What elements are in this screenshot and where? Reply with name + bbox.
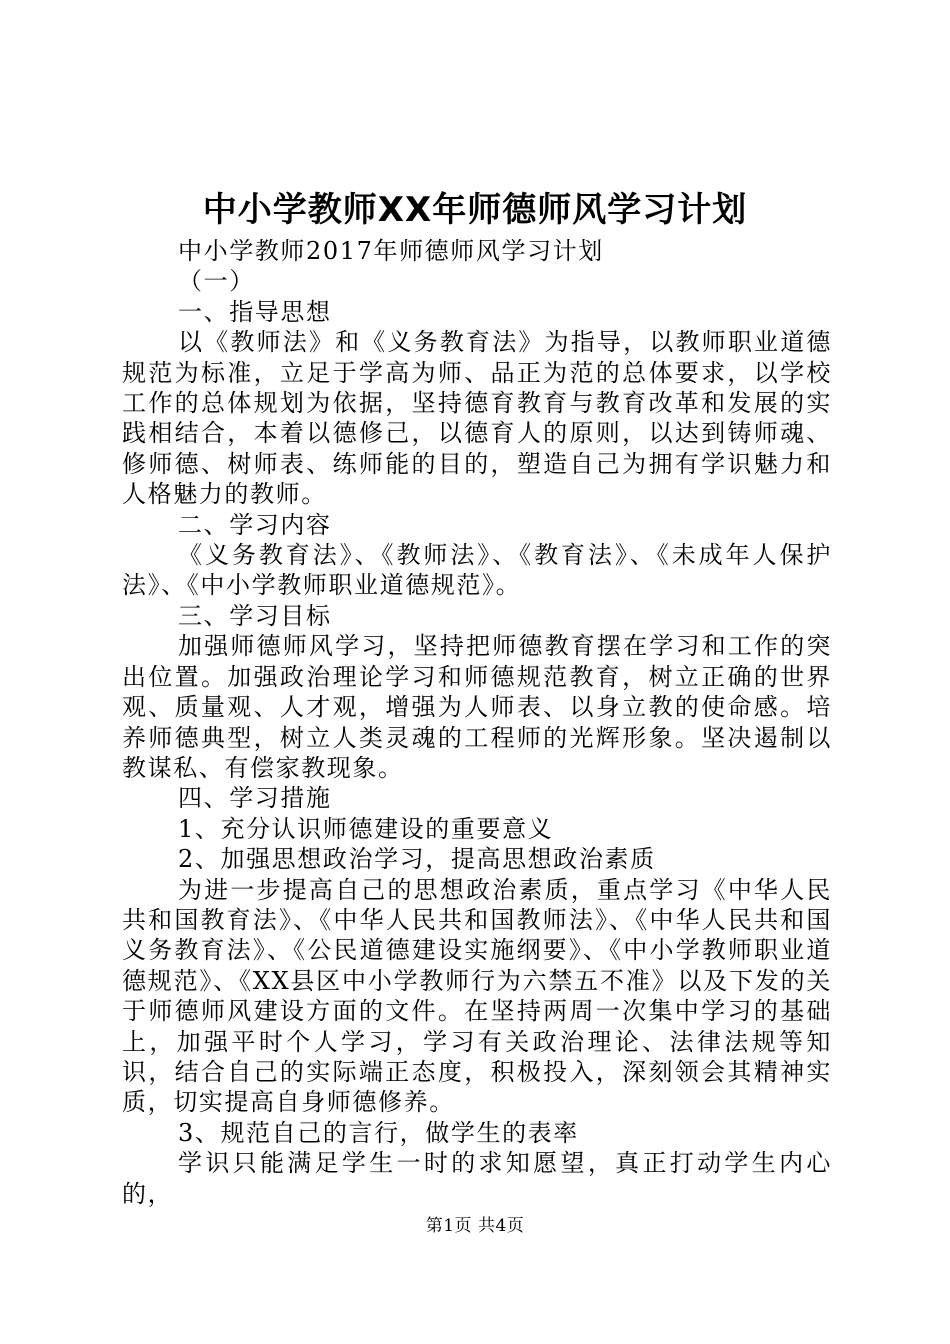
section-number: （一） <box>178 267 255 296</box>
heading-study-measures: 四、学习措施 <box>178 784 332 813</box>
measure-item-2: 2、加强思想政治学习，提高思想政治素质 <box>178 845 656 874</box>
heading-study-goals: 三、学习目标 <box>178 601 332 630</box>
heading-study-content: 二、学习内容 <box>178 510 332 539</box>
paragraph-study-content: 《义务教育法》、《教师法》、《教育法》、《未成年人保护法》、《中小学教师职业道德规范》。 <box>122 541 832 600</box>
paragraph-guiding-ideology: 以《教师法》和《义务教育法》为指导，以教师职业道德规范为标准，立足于学高为师、品正为范的总体要求，以学校工作的总体规划为依据，坚持德育教育与教育改革和发展的实践相结合，本着以德修己，以德育人的原则，以达到铸师魂、修师德、树师表、练师能的目的，塑造自己为拥有学识魅力和人格魅力的教师。 <box>122 328 832 509</box>
heading-guiding-ideology: 一、指导思想 <box>178 297 332 326</box>
measure-item-3: 3、规范自己的言行，做学生的表率 <box>178 1118 579 1147</box>
paragraph-measure-3: 学识只能满足学生一时的求知愿望，真正打动学生内心的， <box>122 1149 832 1208</box>
paragraph-study-goals: 加强师德师风学习，坚持把师德教育摆在学习和工作的突出位置。加强政治理论学习和师德规范教育，树立正确的世界观、质量观、人才观，增强为人师表、以身立教的使命感。培养师德典型，树立人类灵魂的工程师的光辉形象。坚决遏制以教谋私、有偿家教现象。 <box>122 632 832 782</box>
paragraph-measure-2: 为进一步提高自己的思想政治素质，重点学习《中华人民共和国教育法》、《中华人民共和国教师法》、《中华人民共和国义务教育法》、《公民道德建设实施纲要》、《中小学教师职业道德规范》、《XX县区中小学教师行为六禁五不准》以及下发的关于师德师风建设方面的文件。在坚持两周一次集中学习的基础上，加强平时个人学习，学习有关政治理论、法律法规等知识，结合自己的实际端正态度，积极投入，深刻领会其精神实质，切实提高自身师德修养。 <box>122 875 832 1117</box>
page-footer: 第1页 共4页 <box>425 1216 525 1236</box>
subtitle-paragraph: 中小学教师2017年师德师风学习计划 <box>178 237 604 265</box>
document-body <box>122 236 832 1209</box>
document-title: 中小学教师XX年师德师风学习计划 <box>202 190 748 230</box>
measure-item-1: 1、充分认识师德建设的重要意义 <box>178 814 554 843</box>
